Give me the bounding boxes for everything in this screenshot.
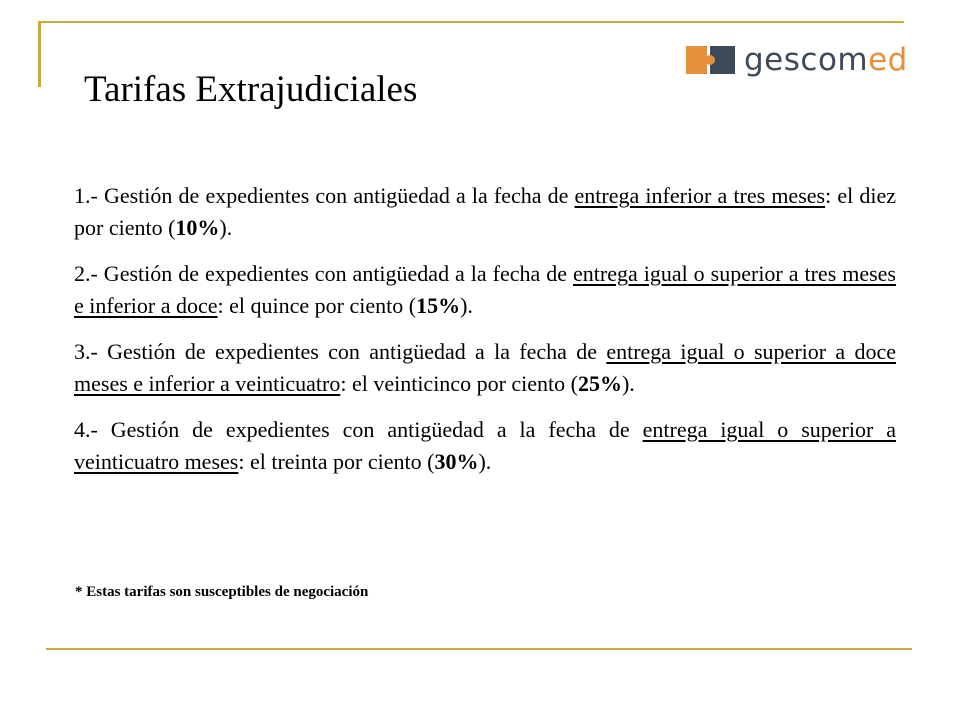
tariff-item-3 xyxy=(74,336,896,400)
logo-wordmark xyxy=(744,40,908,80)
item-text: Gestión de expedientes con antigüedad a la fecha de xyxy=(97,261,573,286)
item-percent: 25% xyxy=(577,371,622,396)
item-closing: ). xyxy=(460,293,473,318)
item-percent: 30% xyxy=(434,449,479,474)
item-condition: entrega igual o superior a tres meses e inferior a doce xyxy=(74,261,896,318)
frame-bottom-rule xyxy=(46,648,912,650)
item-text: Gestión de expedientes con antigüedad a la fecha de xyxy=(97,339,607,364)
item-closing: ). xyxy=(478,449,492,474)
item-rate-text: : el treinta por ciento ( xyxy=(238,449,435,474)
item-text: Gestión de expedientes con antigüedad a la fecha de xyxy=(97,183,575,208)
page-title: Tarifas Extrajudiciales xyxy=(84,69,418,110)
item-number: 3.- xyxy=(74,339,98,364)
logo-wordmark-main: gescom xyxy=(744,42,869,78)
tariff-item-4 xyxy=(74,414,896,478)
item-closing: ). xyxy=(621,371,635,396)
item-percent: 10% xyxy=(175,215,220,240)
item-condition: entrega igual o superior a doce meses e inferior a veinticuatro xyxy=(74,339,897,396)
item-number: 1.- xyxy=(74,183,98,208)
tariff-item-2 xyxy=(74,258,896,322)
frame-top-rule xyxy=(40,21,904,23)
item-rate-text: : el quince por ciento ( xyxy=(217,293,417,318)
gescomed-logo xyxy=(686,40,908,80)
item-percent: 15% xyxy=(416,293,461,318)
item-condition: entrega igual o superior a veinticuatro meses xyxy=(74,417,896,474)
item-closing: ). xyxy=(219,215,233,240)
tariff-item-1 xyxy=(74,180,896,244)
frame-left-rule xyxy=(38,21,41,87)
logo-wordmark-accent: ed xyxy=(868,42,908,78)
item-text: Gestión de expedientes con antigüedad a la fecha de xyxy=(97,417,643,442)
item-number: 4.- xyxy=(74,417,98,442)
tariff-list xyxy=(74,180,896,492)
gescomed-mark-icon xyxy=(686,42,735,78)
item-rate-text: : el veinticinco por ciento ( xyxy=(340,371,578,396)
item-condition: entrega inferior a tres meses xyxy=(574,183,826,208)
item-rate-text: : el diez por ciento ( xyxy=(74,183,896,240)
item-number: 2.- xyxy=(74,261,98,286)
negotiation-footnote: * Estas tarifas son susceptibles de negociación xyxy=(75,584,369,600)
